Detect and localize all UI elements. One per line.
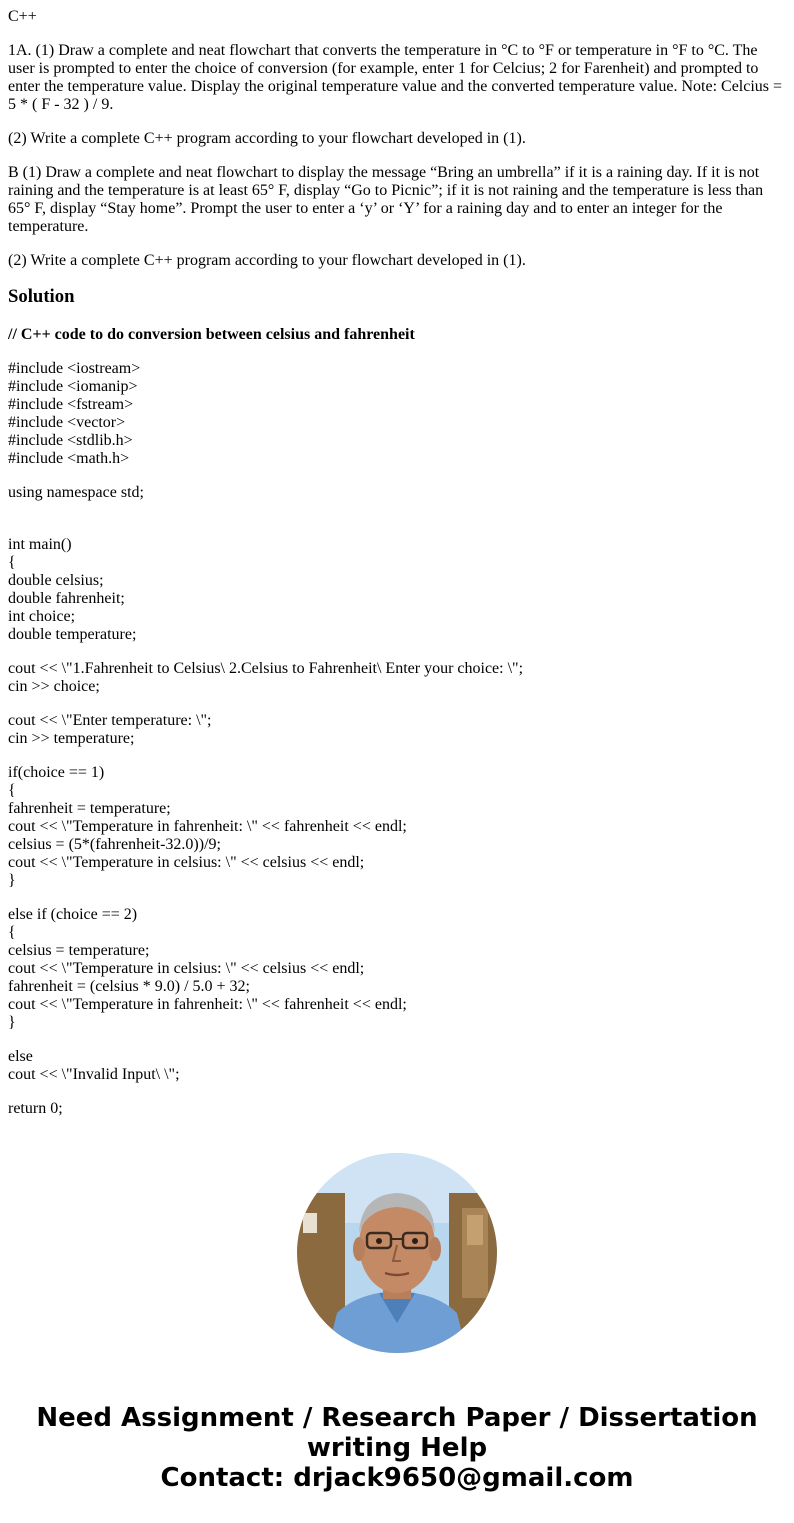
- code-line: }: [8, 1014, 16, 1031]
- code-block: [8, 712, 786, 748]
- code-line: #include <fstream>: [8, 396, 134, 413]
- code-line: else if (choice == 2): [8, 906, 138, 923]
- code-line: double fahrenheit;: [8, 590, 125, 607]
- code-line: cout << \"Invalid Input\ \";: [8, 1066, 180, 1083]
- code-line: int choice;: [8, 608, 76, 625]
- author-avatar: [297, 1153, 497, 1353]
- code-line: #include <stdlib.h>: [8, 432, 133, 449]
- code-line: cout << \"1.Fahrenheit to Celsius\ 2.Celsius to Fahrenheit\ Enter your choice: \";: [8, 660, 524, 677]
- code-line: #include <math.h>: [8, 450, 130, 467]
- code-line: cout << \"Temperature in fahrenheit: \" << fahrenheit << endl;: [8, 818, 407, 835]
- code-block: [8, 360, 786, 468]
- code-line: int main(): [8, 536, 72, 553]
- banner-line-1: Need Assignment / Research Paper / Dissertation: [36, 1403, 758, 1433]
- code-line: {: [8, 782, 16, 799]
- code-block: [8, 1100, 786, 1118]
- code-block: [8, 764, 786, 890]
- question-1a-part-1: 1A. (1) Draw a complete and neat flowchart that converts the temperature in °C to °F or temperature in °F to °C. The user is prompted to enter the choice of conversion (for example, enter 1 for Celcius; 2 for Farenheit) and prompted to enter the temperature value. Display the original temperature value and the converted temperature value. Note: Celcius = 5 * ( F - 32 ) / 9.: [8, 42, 787, 113]
- code-block: [8, 484, 786, 502]
- document-body: [8, 8, 786, 1134]
- page-header: C++: [8, 8, 37, 25]
- code-line: cout << \"Temperature in fahrenheit: \" << fahrenheit << endl;: [8, 996, 407, 1013]
- promo-banner: [0, 1403, 794, 1493]
- code-line: cout << \"Enter temperature: \";: [8, 712, 212, 729]
- banner-contact: Contact: drjack9650@gmail.com: [160, 1463, 634, 1493]
- code-line: else: [8, 1048, 33, 1065]
- code-title: // C++ code to do conversion between celsius and fahrenheit: [8, 326, 415, 343]
- code-block: [8, 660, 786, 696]
- solution-heading: Solution: [8, 286, 75, 307]
- code-line: cin >> choice;: [8, 678, 100, 695]
- code-line: using namespace std;: [8, 484, 144, 501]
- code-line: if(choice == 1): [8, 764, 105, 781]
- question-b-part-2: (2) Write a complete C++ program according to your flowchart developed in (1).: [8, 252, 526, 269]
- code-line: cout << \"Temperature in celsius: \" << celsius << endl;: [8, 960, 365, 977]
- code-line: {: [8, 924, 16, 941]
- question-1a-part-2: (2) Write a complete C++ program according to your flowchart developed in (1).: [8, 130, 526, 147]
- code-block: [8, 518, 786, 644]
- code-line: [8, 518, 786, 536]
- code-line: #include <vector>: [8, 414, 126, 431]
- code-line: cin >> temperature;: [8, 730, 135, 747]
- code-line: }: [8, 872, 16, 889]
- code-line: cout << \"Temperature in celsius: \" << celsius << endl;: [8, 854, 365, 871]
- code-line: {: [8, 554, 16, 571]
- code-line: fahrenheit = temperature;: [8, 800, 171, 817]
- code-line: celsius = (5*(fahrenheit-32.0))/9;: [8, 836, 221, 853]
- author-photo: [297, 1153, 497, 1353]
- banner-line-2: writing Help: [306, 1433, 488, 1463]
- code-line: double celsius;: [8, 572, 104, 589]
- code-line: return 0;: [8, 1100, 63, 1117]
- code-listing: [8, 360, 786, 1118]
- code-line: double temperature;: [8, 626, 137, 643]
- code-line: #include <iostream>: [8, 360, 141, 377]
- question-b-part-1: B (1) Draw a complete and neat flowchart to display the message “Bring an umbrella” if it is a raining day. If it is not raining and the temperature is at least 65° F, display “Go to Picnic”; if it is not raining and the temperature is less than 65° F, display “Stay home”. Prompt the user to enter a ‘y’ or ‘Y’ for a raining day and to enter an integer for the temperature.: [8, 164, 768, 235]
- code-line: fahrenheit = (celsius * 9.0) / 5.0 + 32;: [8, 978, 250, 995]
- code-block: [8, 1048, 786, 1084]
- code-line: #include <iomanip>: [8, 378, 138, 395]
- code-line: celsius = temperature;: [8, 942, 150, 959]
- code-block: [8, 906, 786, 1032]
